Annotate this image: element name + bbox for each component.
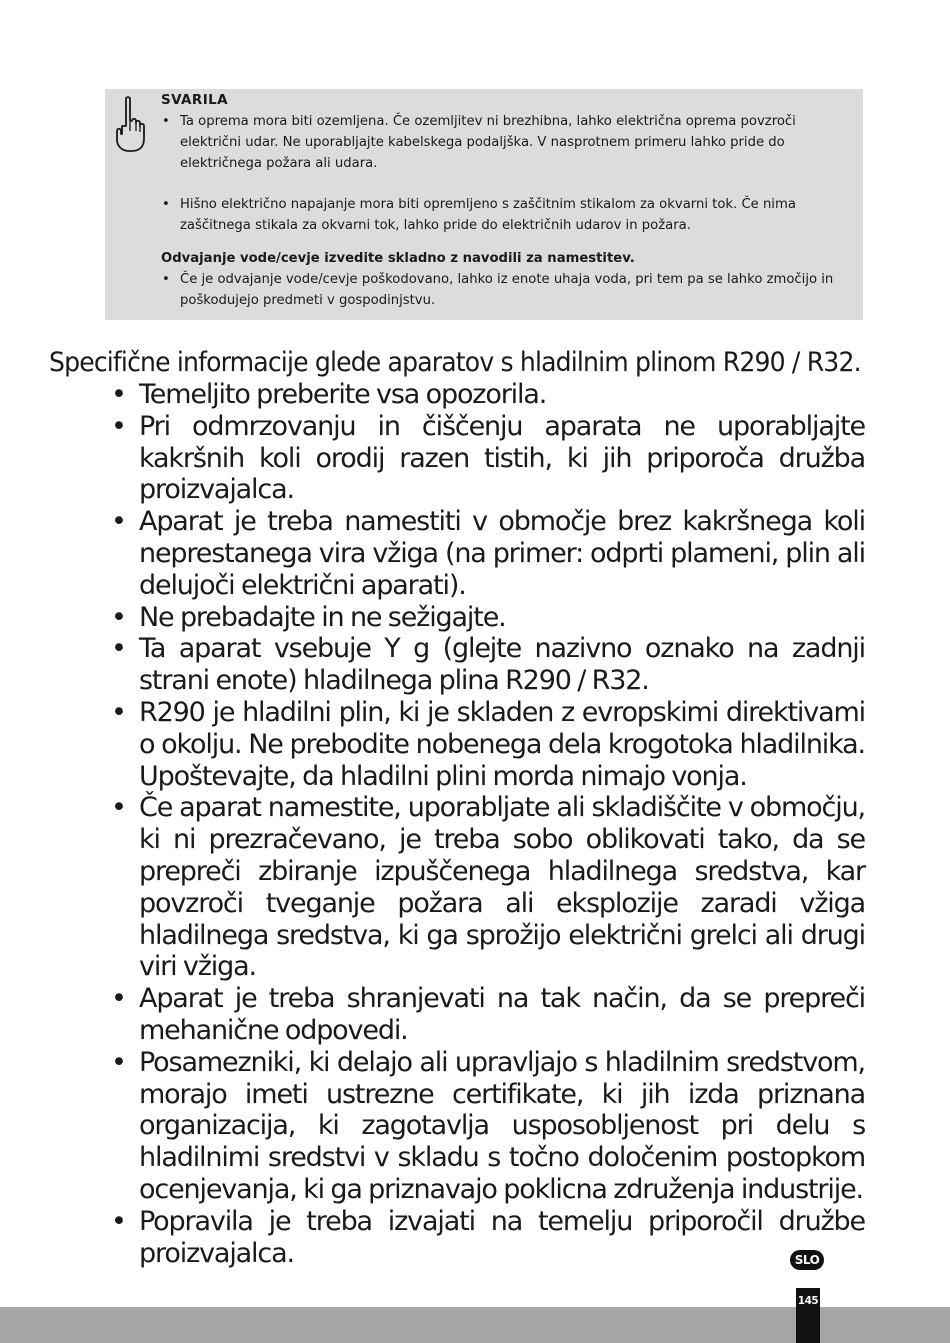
safety-item: • Aparat je treba shranjevati na tak način, da se prepreči mehanične odpovedi. (109, 983, 865, 1047)
safety-item: • R290 je hladilni plin, ki je skladen z evropskimi direktivami o okolju. Ne prebodite nobenega dela krogotoka hladilnika. Upoštevajte, da hladilni plini morda nimajo vonja. (109, 697, 865, 792)
safety-item: • Posamezniki, ki delajo ali upravljajo s hladilnim sredstvom, morajo imeti ustrezne certifikate, ki jih izda priznana organizacija, ki zagotavlja usposobljenost pri delu s hladilnimi sredstvi v skladu s točno določenim postopkom ocenjevanja, ki ga priznavajo poklicna združenja industrije. (109, 1047, 865, 1206)
warning-item: • Ta oprema mora biti ozemljena. Če ozemljitev ni brezhibna, lahko električna oprema povzroči električni udar. Ne uporabljajte kabelskega podaljška. V nasprotnem primeru lahko pride do električnega požara ali udara. (161, 111, 851, 174)
section-heading: Specifične informacije glede aparatov s hladilnim plinom R290 / R32. (49, 347, 861, 378)
safety-item: • Aparat je treba namestiti v območje brez kakršnega koli neprestanega vira vžiga (na primer: odprti plameni, plin ali delujoči električni aparati). (109, 506, 865, 601)
warning-list (161, 111, 851, 236)
warning-title: SVARILA (161, 92, 228, 108)
safety-list (109, 379, 865, 1269)
warning-sub-item: • Če je odvajanje vode/cevje poškodovano, lahko iz enote uhaja voda, pri tem pa se lahko zmočijo in poškodujejo predmeti v gospodinjstvu. (161, 269, 851, 311)
main-content (49, 347, 869, 1269)
safety-item: • Popravila je treba izvajati na temelju priporočil družbe proizvajalca. (109, 1206, 865, 1270)
warning-item: • Hišno električno napajanje mora biti opremljeno s zaščitnim stikalom za okvarni tok. Če nima zaščitnega stikala za okvarni tok, lahko pride do električnih udarov in požara. (161, 194, 851, 236)
safety-item: • Ta aparat vsebuje Y g (glejte nazivno oznako na zadnji strani enote) hladilnega plina R290 / R32. (109, 633, 865, 697)
warning-box (105, 89, 863, 320)
safety-item: • Pri odmrzovanju in čiščenju aparata ne uporabljajte kakršnih koli orodij razen tistih, ki jih priporoča družba proizvajalca. (109, 411, 865, 506)
page-number: 145 (796, 1288, 820, 1343)
warning-sub-list (161, 269, 851, 311)
safety-item: • Ne prebadajte in ne sežigajte. (109, 602, 865, 634)
warning-subheading: Odvajanje vode/cevje izvedite skladno z navodili za namestitev. (161, 251, 635, 266)
language-badge: SLO (790, 1250, 824, 1270)
safety-item: • Temeljito preberite vsa opozorila. (109, 379, 865, 411)
safety-item: • Če aparat namestite, uporabljate ali skladiščite v območju, ki ni prezračevano, je treba sobo oblikovati tako, da se prepreči zbiranje izpuščenega hladilnega sredstva, kar povzroči tveganje požara ali eksplozije zaradi vžiga hladilnega sredstva, ki ga sprožijo električni grelci ali drugi viri vžiga. (109, 792, 865, 983)
pointing-hand-icon (110, 95, 150, 153)
